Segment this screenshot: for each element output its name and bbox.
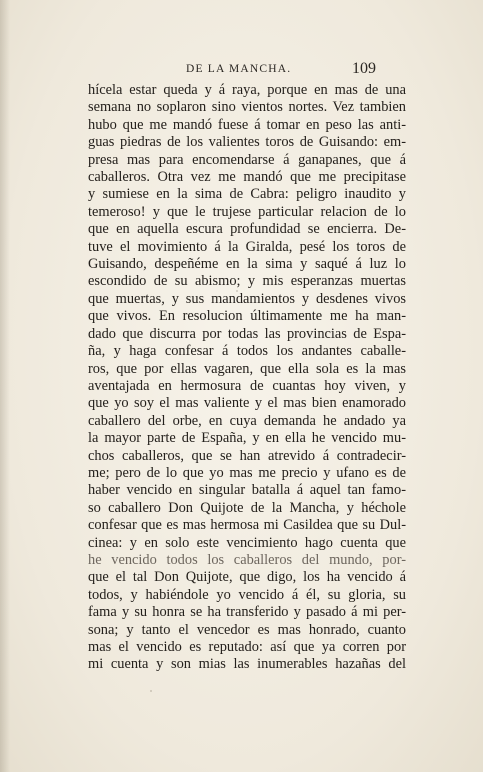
text-line: dado que discurra por todas las provincias de Espa-	[88, 325, 406, 342]
text-line: ros, que por ellas vagaren, que ella sola es la mas	[88, 360, 406, 377]
text-line: que muertas, y sus mandamientos y desdenes vivos	[88, 290, 406, 307]
text-line: fama y su honra se ha transferido y pasado á mi per-	[88, 604, 406, 621]
text-line: haber vencido en singular batalla á aquel tan famo-	[88, 482, 406, 499]
text-line: he vencido todos los caballeros del mundo, por-	[88, 551, 406, 568]
text-line: caballero del orbe, en cuya demanda he andado ya	[88, 412, 406, 429]
text-line: todos, y habiéndole yo vencido á él, su gloria, su	[88, 586, 406, 603]
text-line: mi cuenta y son mias las inumerables hazañas del	[88, 656, 406, 673]
page-header	[0, 60, 483, 80]
text-line: hícela estar queda y á raya, porque en mas de una	[88, 82, 406, 98]
text-line: que yo soy el mas valiente y el mas bien enamorado	[88, 395, 406, 412]
text-line: ña, y haga confesar á todos los andantes caballe-	[88, 343, 406, 360]
body-text	[88, 82, 406, 674]
text-line: caballeros. Otra vez me mandó que me precipitase	[88, 169, 406, 186]
text-line: temeroso! y que le trujese particular relacion de lo	[88, 203, 406, 220]
text-line: aventajada en hermosura de cuantas hoy viven, y	[88, 377, 406, 394]
page-edge-shadow	[0, 0, 10, 772]
text-line: que vivos. En resolucion últimamente me ha man-	[88, 308, 406, 325]
text-line: sona; y tanto el vencedor es mas honrado, cuanto	[88, 621, 406, 638]
text-line: so caballero Don Quijote de la Mancha, y héchole	[88, 499, 406, 516]
text-line: y sumiese en la sima de Cabra: peligro inaudito y	[88, 186, 406, 203]
paper-speck	[331, 226, 334, 229]
text-line: hubo que me mandó fuese á tomar en peso las anti-	[88, 116, 406, 133]
text-line: que el tal Don Quijote, que digo, los ha vencido á	[88, 569, 406, 586]
text-line: Guisando, despeñéme en la sima y saqué á luz lo	[88, 256, 406, 273]
page-number: 109	[352, 60, 376, 77]
running-head: DE LA MANCHA.	[186, 63, 292, 75]
text-line: guas piedras de los valientes toros de Guisando: em-	[88, 134, 406, 151]
paper-speck	[150, 690, 152, 692]
paper-speck	[236, 290, 238, 292]
text-line: chos caballeros, que se han atrevido á contradecir-	[88, 447, 406, 464]
text-line: cinea: y en solo este vencimiento hago cuenta que	[88, 534, 406, 551]
text-line: tuve el movimiento á la Giralda, pesé los toros de	[88, 238, 406, 255]
text-line: me; pero de lo que yo mas me precio y ufano es de	[88, 464, 406, 481]
text-line: mas el vencido es reputado: así que ya corren por	[88, 639, 406, 655]
text-line: que en aquella escura profundidad se encierra. De-	[88, 221, 406, 238]
text-line: semana no soplaron sino vientos nortes. Vez tambien	[88, 99, 406, 116]
text-line: presa mas para encomendarse á ganapanes, que á	[88, 151, 406, 168]
text-line: confesar que es mas hermosa mi Casildea que su Dul-	[88, 517, 406, 534]
text-line: escondido de su abismo; y mis esperanzas muertas	[88, 273, 406, 290]
text-line: la mayor parte de España, y en ella he vencido mu-	[88, 430, 406, 447]
